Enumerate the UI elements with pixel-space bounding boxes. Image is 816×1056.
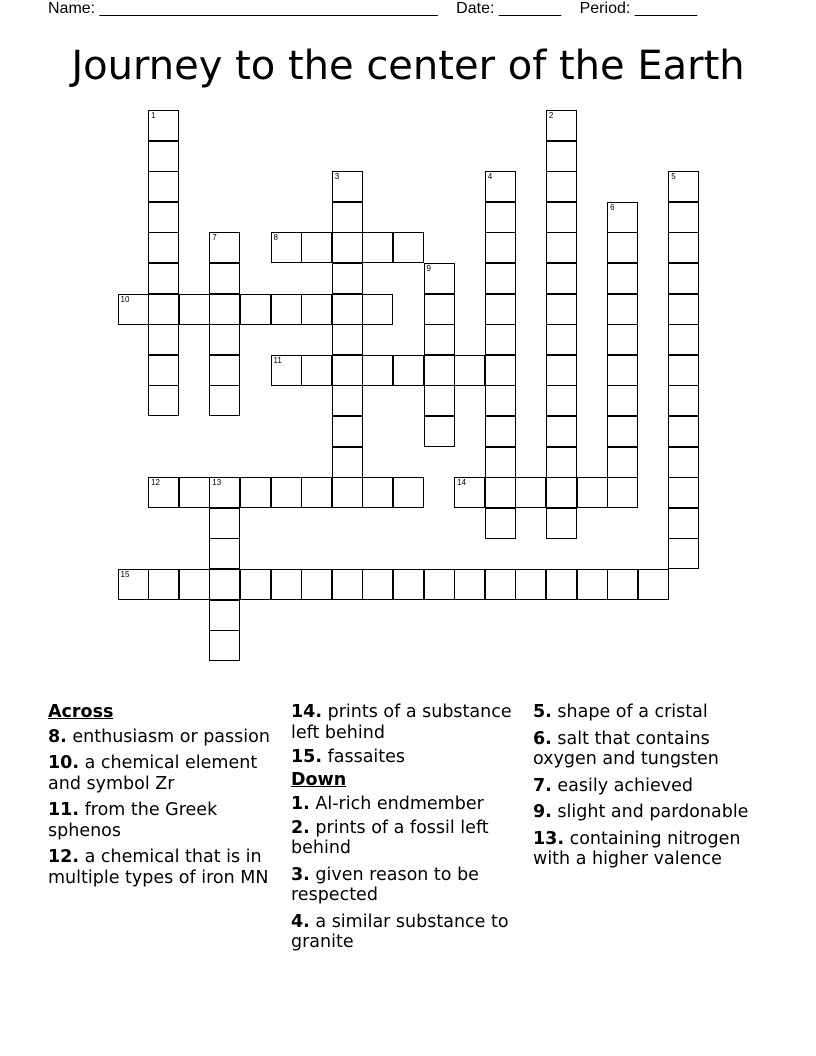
grid-cell[interactable] [546,110,577,141]
page-title: Journey to the center of the Earth [71,43,745,89]
grid-cell[interactable] [148,477,179,508]
across-heading: Across [48,702,114,722]
grid-cell[interactable] [209,600,240,631]
grid-cell[interactable] [271,294,302,325]
grid-cell[interactable] [607,569,638,600]
grid-cell[interactable] [424,355,455,386]
grid-cell[interactable] [546,202,577,233]
grid-cell[interactable] [332,385,363,416]
grid-cell[interactable] [485,171,516,202]
grid-cell[interactable] [301,477,332,508]
grid-cell[interactable] [393,232,424,263]
clues-column-2 [291,702,523,959]
grid-cell[interactable] [332,232,363,263]
grid-cell[interactable] [668,202,699,233]
grid-cell[interactable] [485,202,516,233]
clue-number: 3 [334,172,340,182]
grid-cell[interactable] [332,569,363,600]
clue-number: 13 [212,478,222,488]
grid-cell[interactable] [332,171,363,202]
grid-cell[interactable] [362,477,393,508]
grid-cell[interactable] [332,202,363,233]
grid-cell[interactable] [607,263,638,294]
grid-cell[interactable] [240,294,271,325]
grid-cell[interactable] [148,385,179,416]
clue-number: 10 [120,294,130,304]
grid-cell[interactable] [424,294,455,325]
grid-cell[interactable] [332,294,363,325]
clue-number: 12 [151,478,160,488]
down-clue-3: 3. given reason to be respected [291,864,479,905]
grid-cell[interactable] [301,232,332,263]
grid-cell[interactable] [209,569,240,600]
grid-cell[interactable] [546,447,577,478]
grid-cell[interactable] [454,477,485,508]
clues-column-3 [533,702,765,876]
grid-cell[interactable] [148,141,179,172]
grid-cell[interactable] [393,355,424,386]
grid-cell[interactable] [454,355,485,386]
grid-cell[interactable] [362,569,393,600]
grid-cell[interactable] [209,324,240,355]
across-clue-11: 11. from the Greek sphenos [48,800,218,841]
grid-cell[interactable] [179,294,210,325]
down-clue-9: 9. slight and pardonable [533,802,749,822]
grid-cell[interactable] [607,477,638,508]
grid-cell[interactable] [607,232,638,263]
grid-cell[interactable] [240,569,271,600]
grid-cell[interactable] [485,416,516,447]
grid-cell[interactable] [148,355,179,386]
grid-cell[interactable] [332,447,363,478]
name-field[interactable]: Name: ______________________________________ [48,0,438,17]
clue-number: 11 [273,355,282,365]
grid-cell[interactable] [546,355,577,386]
grid-cell[interactable] [209,630,240,661]
grid-cell[interactable] [454,569,485,600]
grid-cell[interactable] [271,232,302,263]
grid-cell[interactable] [362,355,393,386]
grid-cell[interactable] [301,294,332,325]
grid-cell[interactable] [424,385,455,416]
grid-cell[interactable] [332,263,363,294]
date-field[interactable]: Date: _______ [456,0,562,17]
grid-cell[interactable] [546,477,577,508]
grid-cell[interactable] [546,232,577,263]
grid-cell[interactable] [209,385,240,416]
grid-cell[interactable] [577,477,608,508]
down-clue-1: 1. Al-rich endmember [291,794,484,814]
clue-number: 14 [457,478,466,488]
grid-cell[interactable] [362,232,393,263]
clue-number: 4 [487,172,493,182]
grid-cell[interactable] [485,569,516,600]
grid-cell[interactable] [424,263,455,294]
clue-number: 5 [671,172,676,182]
clues-column-1 [48,702,280,894]
grid-cell[interactable] [209,508,240,539]
grid-cell[interactable] [332,477,363,508]
grid-cell[interactable] [668,477,699,508]
grid-cell[interactable] [515,477,546,508]
grid-cell[interactable] [668,171,699,202]
grid-cell[interactable] [668,508,699,539]
grid-cell[interactable] [546,508,577,539]
grid-cell[interactable] [546,385,577,416]
grid-cell[interactable] [485,324,516,355]
grid-cell[interactable] [179,477,210,508]
grid-cell[interactable] [485,232,516,263]
grid-cell[interactable] [546,324,577,355]
down-clue-2: 2. prints of a fossil left behind [291,817,489,858]
grid-cell[interactable] [148,202,179,233]
grid-cell[interactable] [332,324,363,355]
across-clue-15: 15. fassaites [291,747,406,767]
grid-cell[interactable] [668,385,699,416]
clue-number: 6 [610,202,615,212]
grid-cell[interactable] [332,416,363,447]
down-clue-7: 7. easily achieved [533,775,693,796]
grid-cell[interactable] [607,447,638,478]
grid-cell[interactable] [271,355,302,386]
grid-cell[interactable] [209,232,240,263]
clue-number: 15 [120,570,130,579]
grid-cell[interactable] [393,569,424,600]
grid-cell[interactable] [393,477,424,508]
grid-cell[interactable] [148,294,179,325]
grid-cell[interactable] [301,355,332,386]
grid-cell[interactable] [668,538,699,569]
grid-cell[interactable] [485,294,516,325]
grid-cell[interactable] [515,569,546,600]
grid-cell[interactable] [424,569,455,600]
grid-cell[interactable] [148,569,179,600]
clue-number: 9 [426,264,431,273]
period-field[interactable]: Period: _______ [579,0,698,17]
across-clue-8: 8. enthusiasm or passion [48,726,270,747]
grid-cell[interactable] [362,294,393,325]
grid-cell[interactable] [668,324,699,355]
grid-cell[interactable] [118,294,149,325]
grid-cell[interactable] [424,416,455,447]
clue-number: 8 [273,233,278,243]
grid-cell[interactable] [668,447,699,478]
grid-cell[interactable] [148,263,179,294]
grid-cell[interactable] [485,385,516,416]
grid-cell[interactable] [668,294,699,325]
clue-number: 2 [548,111,554,120]
grid-cell[interactable] [209,263,240,294]
down-clue-5: 5. shape of a cristal [533,702,708,722]
grid-cell[interactable] [179,569,210,600]
grid-cell[interactable] [607,385,638,416]
grid-cell[interactable] [209,477,240,508]
across-clue-12: 12. a chemical that is in multiple types of iron MN [48,847,269,888]
grid-cell[interactable] [546,171,577,202]
grid-cell[interactable] [546,416,577,447]
grid-cell[interactable] [485,447,516,478]
grid-cell[interactable] [148,232,179,263]
clue-number: 1 [151,111,156,120]
grid-cell[interactable] [668,263,699,294]
down-clue-6: 6. salt that contains oxygen and tungsten [533,728,719,769]
grid-cell[interactable] [485,263,516,294]
grid-cell[interactable] [118,569,149,600]
grid-cell[interactable] [332,355,363,386]
grid-cell[interactable] [607,355,638,386]
grid-cell[interactable] [607,294,638,325]
grid-cell[interactable] [485,477,516,508]
grid-cell[interactable] [546,263,577,294]
clue-number: 7 [212,233,217,243]
grid-cell[interactable] [301,569,332,600]
grid-cell[interactable] [607,416,638,447]
across-clue-14: 14. prints of a substance left behind [291,702,512,743]
grid-cell[interactable] [485,508,516,539]
grid-cell[interactable] [638,569,669,600]
grid-cell[interactable] [485,355,516,386]
grid-cell[interactable] [546,294,577,325]
grid-cell[interactable] [271,477,302,508]
grid-cell[interactable] [209,294,240,325]
grid-cell[interactable] [546,141,577,172]
grid-cell[interactable] [577,569,608,600]
grid-cell[interactable] [209,538,240,569]
grid-cell[interactable] [240,477,271,508]
down-clue-13: 13. containing nitrogen with a higher valence [533,828,741,869]
grid-cell[interactable] [668,416,699,447]
grid-cell[interactable] [148,171,179,202]
grid-cell[interactable] [668,232,699,263]
grid-cell[interactable] [148,324,179,355]
grid-cell[interactable] [271,569,302,600]
grid-cell[interactable] [424,324,455,355]
across-clue-10: 10. a chemical element and symbol Zr [48,753,258,794]
grid-cell[interactable] [546,569,577,600]
grid-cell[interactable] [148,110,179,141]
grid-cell[interactable] [668,355,699,386]
down-clue-4: 4. a similar substance to granite [291,911,509,952]
down-heading: Down [291,769,347,790]
grid-cell[interactable] [607,202,638,233]
grid-cell[interactable] [209,355,240,386]
grid-cell[interactable] [607,324,638,355]
